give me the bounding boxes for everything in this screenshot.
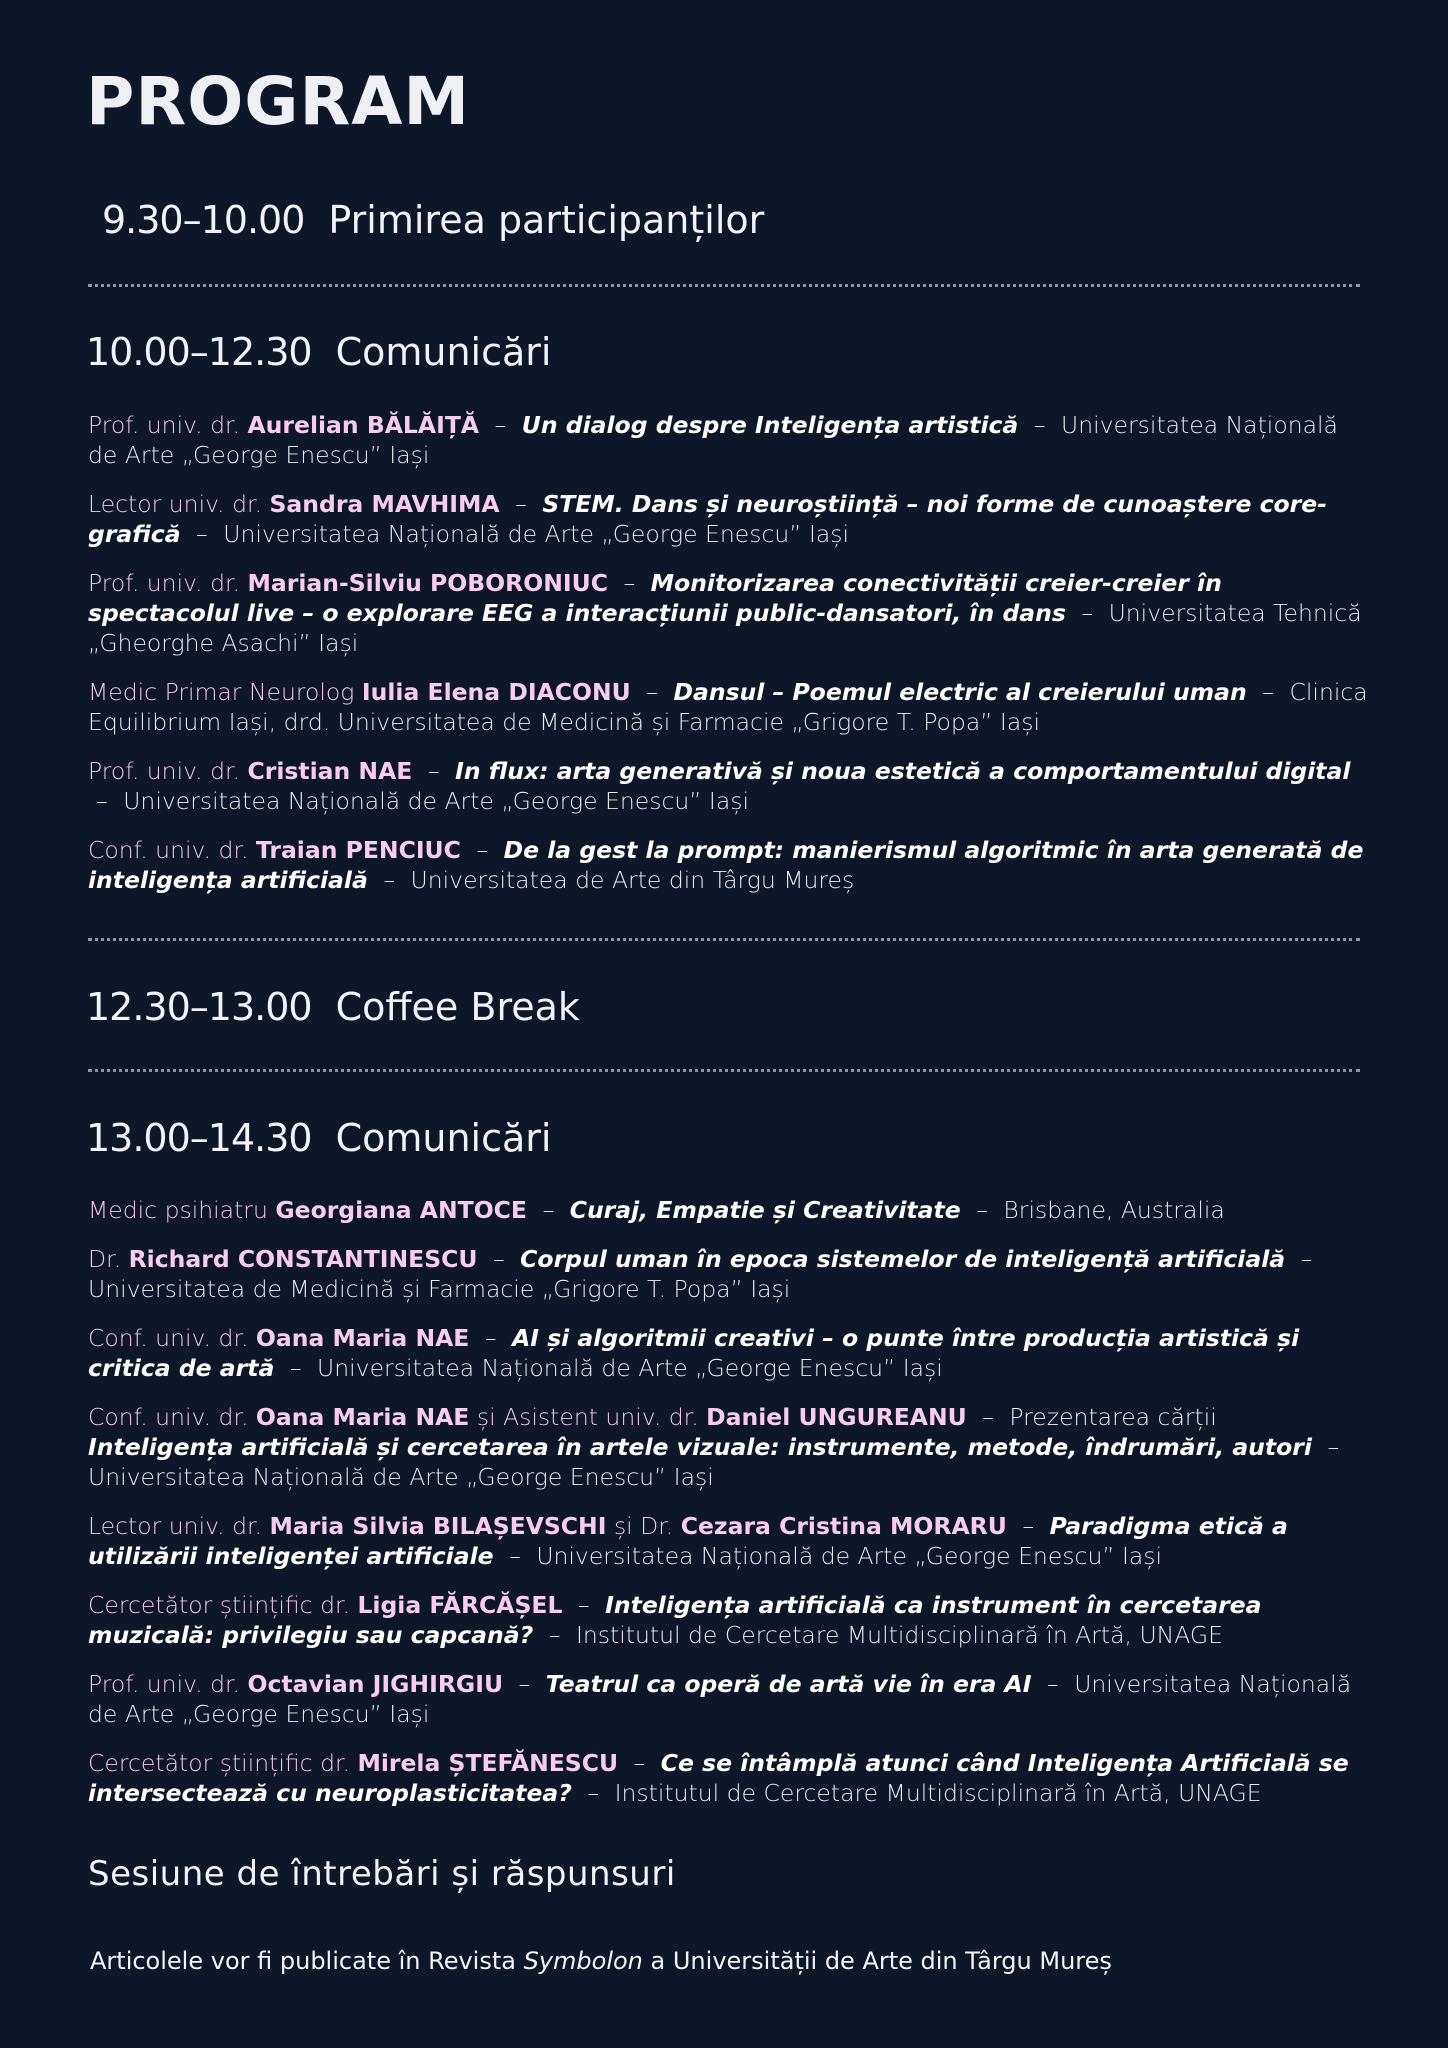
separator-dash: – (494, 411, 507, 439)
slot-time: 10.00–12.30 (86, 330, 312, 374)
speaker-name: Ligia FĂRCĂȘEL (357, 1591, 563, 1619)
talk-prefix: Prezentarea cărții (1009, 1403, 1217, 1431)
speaker-join: și Asistent univ. dr. (476, 1403, 699, 1431)
speaker-title: Conf. univ. dr. (88, 836, 249, 864)
publication-note (90, 1945, 1112, 1977)
separator-dash: – (646, 678, 658, 706)
separator-dash: – (1300, 1245, 1313, 1273)
separator-dash: – (587, 1779, 600, 1807)
slot-time: 13.00–14.30 (86, 1116, 312, 1160)
speaker-title: Dr. (88, 1245, 122, 1273)
affiliation: Brisbane, Australia (1003, 1196, 1225, 1224)
separator-dash: – (976, 1196, 988, 1224)
talk-title: Inteligența artificială ca instrument în cercetarea muzicală: privilegiu sau capcană? (88, 1591, 1262, 1649)
speaker-entry (88, 1402, 1368, 1492)
speaker-title: Cercetător științific dr. (88, 1749, 350, 1777)
affiliation: Universitatea Națională de Arte „George Enescu” Iași (88, 1670, 1352, 1728)
affiliation: Universitatea Tehnică „Gheorghe Asachi” Iași (88, 599, 1362, 657)
separator-dash: – (1262, 678, 1274, 706)
affiliation: Universitatea Națională de Arte „George Enescu” Iași (88, 1463, 714, 1491)
separator-dash: – (548, 1621, 561, 1649)
separator-dash: – (542, 1196, 555, 1224)
separator-dash: – (484, 1324, 497, 1352)
speaker-name: Maria Silvia BILAȘEVSCHI (269, 1512, 607, 1540)
speaker-entry (88, 835, 1368, 895)
affiliation: Universitatea Națională de Arte „George Enescu” Iași (123, 787, 750, 815)
speaker-entry (88, 677, 1368, 737)
affiliation: Universitatea de Medicină și Farmacie „Grigore T. Popa” Iași (88, 1275, 791, 1303)
separator-dash: – (509, 1542, 521, 1570)
affiliation: Clinica Equilibrium Iași, drd. Universitatea de Medicină și Farmacie „Grigore T. Popa” Iași (88, 678, 1368, 736)
separator-dash: – (1033, 411, 1046, 439)
affiliation: Universitatea de Arte din Târgu Mureș (410, 866, 855, 894)
speaker-title: Prof. univ. dr. (88, 411, 241, 439)
talk-title: Ce se întâmplă atunci când Inteligența Artificială se intersectează cu neuroplasticitatea? (88, 1749, 1349, 1807)
separator-dash: – (1046, 1670, 1059, 1698)
speaker-title: Conf. univ. dr. (88, 1324, 249, 1352)
separator-dash: – (982, 1403, 994, 1431)
speaker-title: Conf. univ. dr. (88, 1403, 249, 1431)
talk-title: AI și algoritmii creativi – o punte între producția artistică și critica de artă (88, 1324, 1300, 1382)
speaker-name: Marian-Silviu POBORONIUC (247, 569, 608, 597)
dotted-divider (88, 1069, 1360, 1072)
slot-session-1 (86, 328, 1376, 376)
speaker-title: Medic psihiatru (88, 1196, 268, 1224)
speaker-list-1 (88, 410, 1368, 914)
separator-dash: – (476, 836, 489, 864)
speaker-entry (88, 1195, 1368, 1225)
affiliation: Institutul de Cercetare Multidisciplinară în Artă, UNAGE (575, 1621, 1223, 1649)
slot-session-2 (86, 1114, 1376, 1162)
slot-label: Comunicări (335, 1116, 552, 1160)
affiliation: Universitatea Națională de Arte „George Enescu” Iași (317, 1354, 943, 1382)
separator-dash: – (623, 569, 636, 597)
talk-title: Dansul – Poemul electric al creierului uman (673, 678, 1247, 706)
talk-title: STEM. Dans și neuroștiință – noi forme de cunoaștere core-grafică (88, 490, 1327, 548)
speaker-entry (88, 489, 1368, 549)
talk-title: Un dialog despre Inteligența artistică (521, 411, 1019, 439)
footer-text-pre: Articolele vor fi publicate în Revista (90, 1947, 516, 1975)
speaker-name: Oana Maria NAE (255, 1403, 470, 1431)
separator-dash: – (289, 1354, 302, 1382)
speaker-title: Cercetător științific dr. (88, 1591, 350, 1619)
speaker-name: Octavian JIGHIRGIU (247, 1670, 504, 1698)
dotted-divider (88, 284, 1360, 287)
speaker-title: Lector univ. dr. (88, 490, 263, 518)
page-title: PROGRAM (86, 63, 471, 140)
speaker-join: și Dr. (613, 1512, 674, 1540)
talk-title: De la gest la prompt: manierismul algoritmic în arta generată de inteligența artificială (88, 836, 1364, 894)
talk-title: In flux: arta generativă și noua estetică a comportamentului digital (455, 757, 1351, 785)
separator-dash: – (1022, 1512, 1035, 1540)
talk-title: Paradigma etică a utilizării inteligenței artificiale (88, 1512, 1288, 1570)
talk-title: Teatrul ca operă de artă vie în era AI (545, 1670, 1032, 1698)
qa-session-label: Sesiune de întrebări și răspunsuri (88, 1854, 676, 1894)
speaker-title: Lector univ. dr. (88, 1512, 263, 1540)
journal-name: Symbolon (523, 1947, 643, 1975)
talk-title: Inteligența artificială și cercetarea în artele vizuale: instrumente, metode, îndrumări, autori (88, 1433, 1312, 1461)
speaker-entry (88, 756, 1368, 816)
speaker-entry (88, 1669, 1368, 1729)
separator-dash: – (577, 1591, 590, 1619)
speaker-name: Oana Maria NAE (255, 1324, 470, 1352)
speaker-entry (88, 1244, 1368, 1304)
affiliation: Universitatea Națională de Arte „George Enescu” Iași (223, 520, 850, 548)
affiliation: Universitatea Națională de Arte „George Enescu” Iași (88, 411, 1338, 469)
speaker-name: Aurelian BĂLĂIȚĂ (247, 411, 480, 439)
separator-dash: – (633, 1749, 646, 1777)
talk-title: Corpul uman în epoca sistemelor de inteligență artificială (520, 1245, 1286, 1273)
speaker-title: Prof. univ. dr. (88, 569, 241, 597)
separator-dash: – (96, 787, 108, 815)
slot-welcome (86, 196, 1376, 244)
speaker-entry (88, 1511, 1368, 1571)
slot-label: Coffee Break (335, 985, 580, 1029)
talk-title: Monitorizarea conectivității creier-creier în spectacolul live – o explorare EEG a interacțiunii public-dansatori, în dans (88, 569, 1222, 627)
speaker-entry (88, 1748, 1368, 1808)
separator-dash: – (196, 520, 208, 548)
separator-dash: – (518, 1670, 531, 1698)
speaker-entry (88, 1323, 1368, 1383)
slot-coffee-break (86, 983, 1376, 1031)
slot-time: 12.30–13.00 (86, 985, 312, 1029)
separator-dash: – (492, 1245, 505, 1273)
separator-dash: – (515, 490, 527, 518)
speaker-title: Prof. univ. dr. (88, 757, 241, 785)
affiliation: Institutul de Cercetare Multidisciplinară în Artă, UNAGE (614, 1779, 1262, 1807)
slot-label: Comunicări (335, 330, 552, 374)
speaker-name: Daniel UNGUREANU (706, 1403, 967, 1431)
dotted-divider (88, 938, 1360, 941)
separator-dash: – (1081, 599, 1094, 627)
speaker-name: Traian PENCIUC (255, 836, 461, 864)
footer-text-post: a Universității de Arte din Târgu Mureș (650, 1947, 1112, 1975)
speaker-title: Prof. univ. dr. (88, 1670, 241, 1698)
speaker-name: Sandra MAVHIMA (269, 490, 500, 518)
separator-dash: – (427, 757, 440, 785)
speaker-entry (88, 410, 1368, 470)
affiliation: Universitatea Națională de Arte „George Enescu” Iași (536, 1542, 1163, 1570)
slot-label: Primirea participanților (328, 198, 765, 242)
speaker-name: Cristian NAE (247, 757, 413, 785)
slot-time: 9.30–10.00 (102, 198, 305, 242)
separator-dash: – (1327, 1433, 1340, 1461)
talk-title: Curaj, Empatie și Creativitate (569, 1196, 961, 1224)
speaker-name: Iulia Elena DIACONU (361, 678, 631, 706)
speaker-entry (88, 1590, 1368, 1650)
speaker-name: Cezara Cristina MORARU (680, 1512, 1007, 1540)
speaker-entry (88, 568, 1368, 658)
speaker-name: Mirela ȘTEFĂNESCU (357, 1749, 619, 1777)
speaker-name: Georgiana ANTOCE (275, 1196, 527, 1224)
separator-dash: – (383, 866, 396, 894)
speaker-title: Medic Primar Neurolog (88, 678, 355, 706)
speaker-name: Richard CONSTANTINESCU (128, 1245, 478, 1273)
speaker-list-2 (88, 1195, 1368, 1827)
